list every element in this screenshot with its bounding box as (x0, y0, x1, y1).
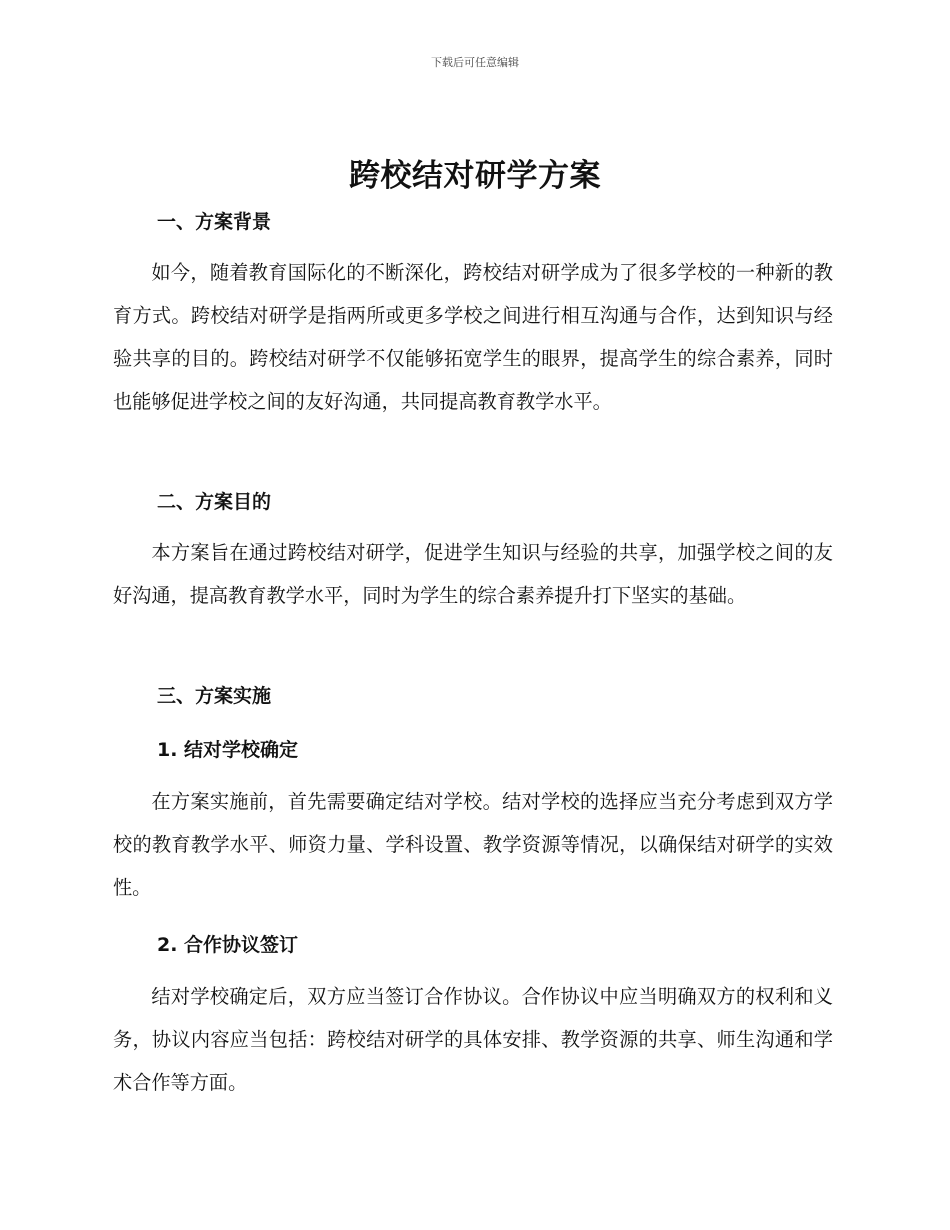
section-paragraph-purpose: 本方案旨在通过跨校结对研学，促进学生知识与经验的共享，加强学校之间的友好沟通，提高教育教学水平，同时为学生的综合素养提升打下坚实的基础。 (113, 541, 833, 607)
subsection-paragraph-agreement: 结对学校确定后，双方应当签订合作协议。合作协议中应当明确双方的权利和义务，协议内容应当包括：跨校结对研学的具体安排、教学资源的共享、师生沟通和学术合作等方面。 (113, 985, 833, 1094)
section-heading-background: 一、方案背景 (157, 211, 272, 233)
document-title: 跨校结对研学方案 (349, 158, 601, 194)
subsection-heading-school-pairing: 1. 结对学校确定 (157, 739, 299, 761)
page-header: 下载后可任意编辑 (431, 56, 519, 69)
section-paragraph-background: 如今，随着教育国际化的不断深化，跨校结对研学成为了很多学校的一种新的教育方式。跨校结对研学是指两所或更多学校之间进行相互沟通与合作，达到知识与经验共享的目的。跨校结对研学不仅能够拓宽学生的眼界，提高学生的综合素养，同时也能够促进学校之间的友好沟通，共同提高教育教学水平。 (113, 261, 833, 413)
subsection-paragraph-school-pairing: 在方案实施前，首先需要确定结对学校。结对学校的选择应当充分考虑到双方学校的教育教学水平、师资力量、学科设置、教学资源等情况，以确保结对研学的实效性。 (113, 790, 833, 899)
section-heading-implementation: 三、方案实施 (157, 685, 272, 707)
subsection-heading-agreement: 2. 合作协议签订 (157, 934, 299, 956)
section-heading-purpose: 二、方案目的 (157, 491, 272, 513)
